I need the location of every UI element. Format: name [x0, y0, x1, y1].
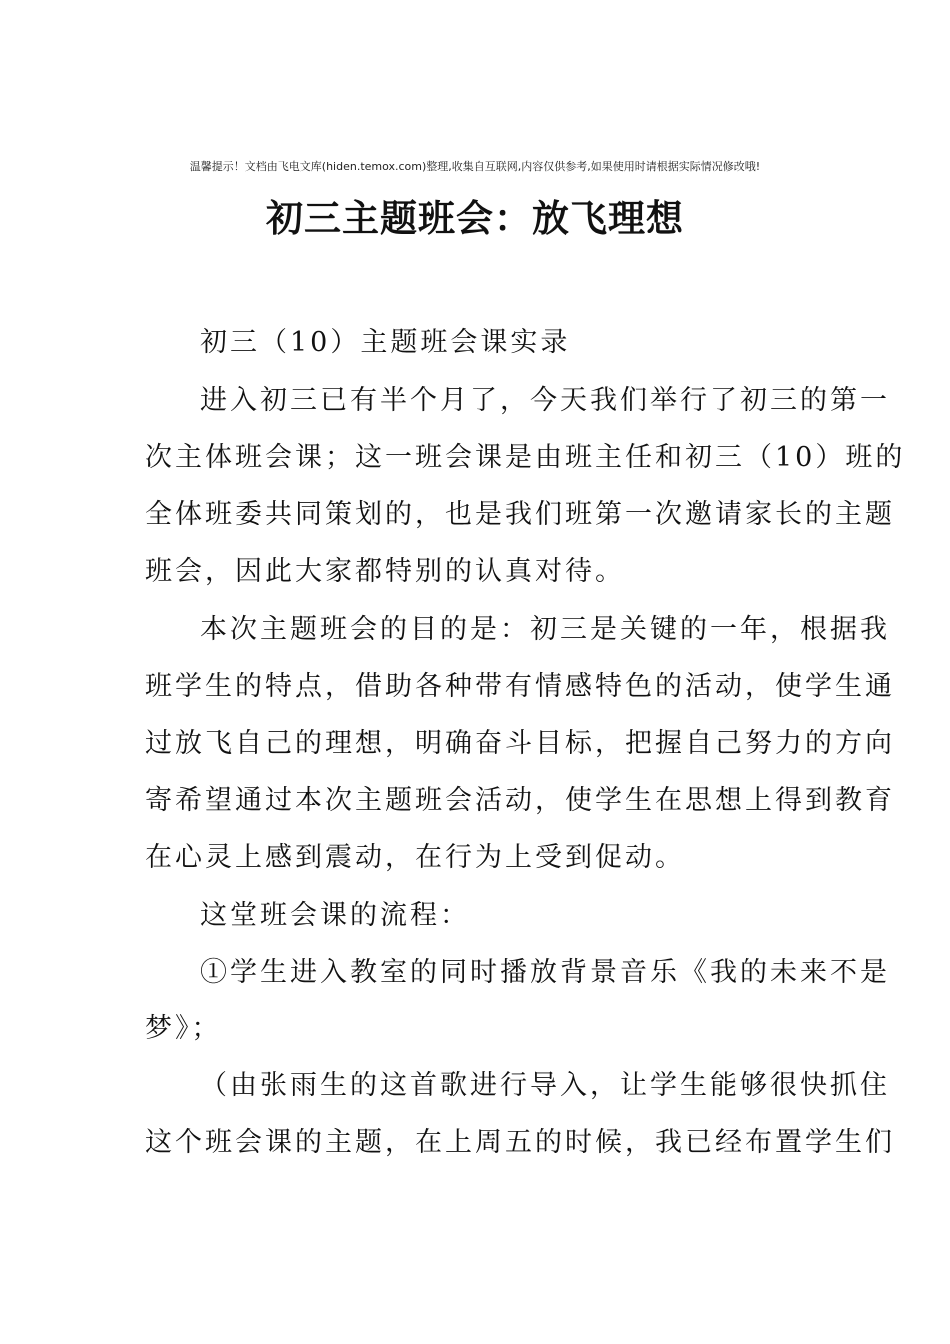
text-line: 班会，因此大家都特别的认真对待。: [145, 556, 625, 587]
text-line: 这堂班会课的流程：: [200, 900, 470, 931]
text-line: 进入初三已有半个月了，今天我们举行了初三的第一: [200, 385, 890, 416]
text-line: 初三（10）主题班会课实录: [200, 327, 571, 358]
text-line: 在心灵上感到震动，在行为上受到促动。: [145, 842, 685, 873]
download-notice: 温馨提示！文档由飞电文库(hiden.temox.com)整理,收集自互联网,内容仅供参考,如果使用时请根据实际情况修改哦!: [189, 160, 761, 173]
text-line: 次主体班会课；这一班会课是由班主任和初三（10）班的: [145, 442, 906, 473]
text-line: （由张雨生的这首歌进行导入，让学生能够很快抓住: [200, 1070, 890, 1101]
text-line: 本次主题班会的目的是：初三是关键的一年，根据我: [200, 614, 890, 645]
text-line: 这个班会课的主题，在上周五的时候，我已经布置学生们: [145, 1127, 895, 1158]
text-line: 过放飞自己的理想，明确奋斗目标，把握自己努力的方向: [145, 728, 895, 759]
text-line: 班学生的特点，借助各种带有情感特色的活动，使学生通: [145, 671, 895, 702]
document-title: 初三主题班会：放飞理想: [266, 196, 684, 240]
text-line: 寄希望通过本次主题班会活动，使学生在思想上得到教育: [145, 785, 895, 816]
text-line: ①学生进入教室的同时播放背景音乐《我的未来不是: [200, 957, 890, 988]
text-line: 全体班委共同策划的，也是我们班第一次邀请家长的主题: [145, 499, 895, 530]
text-line: 梦》；: [145, 1013, 222, 1044]
